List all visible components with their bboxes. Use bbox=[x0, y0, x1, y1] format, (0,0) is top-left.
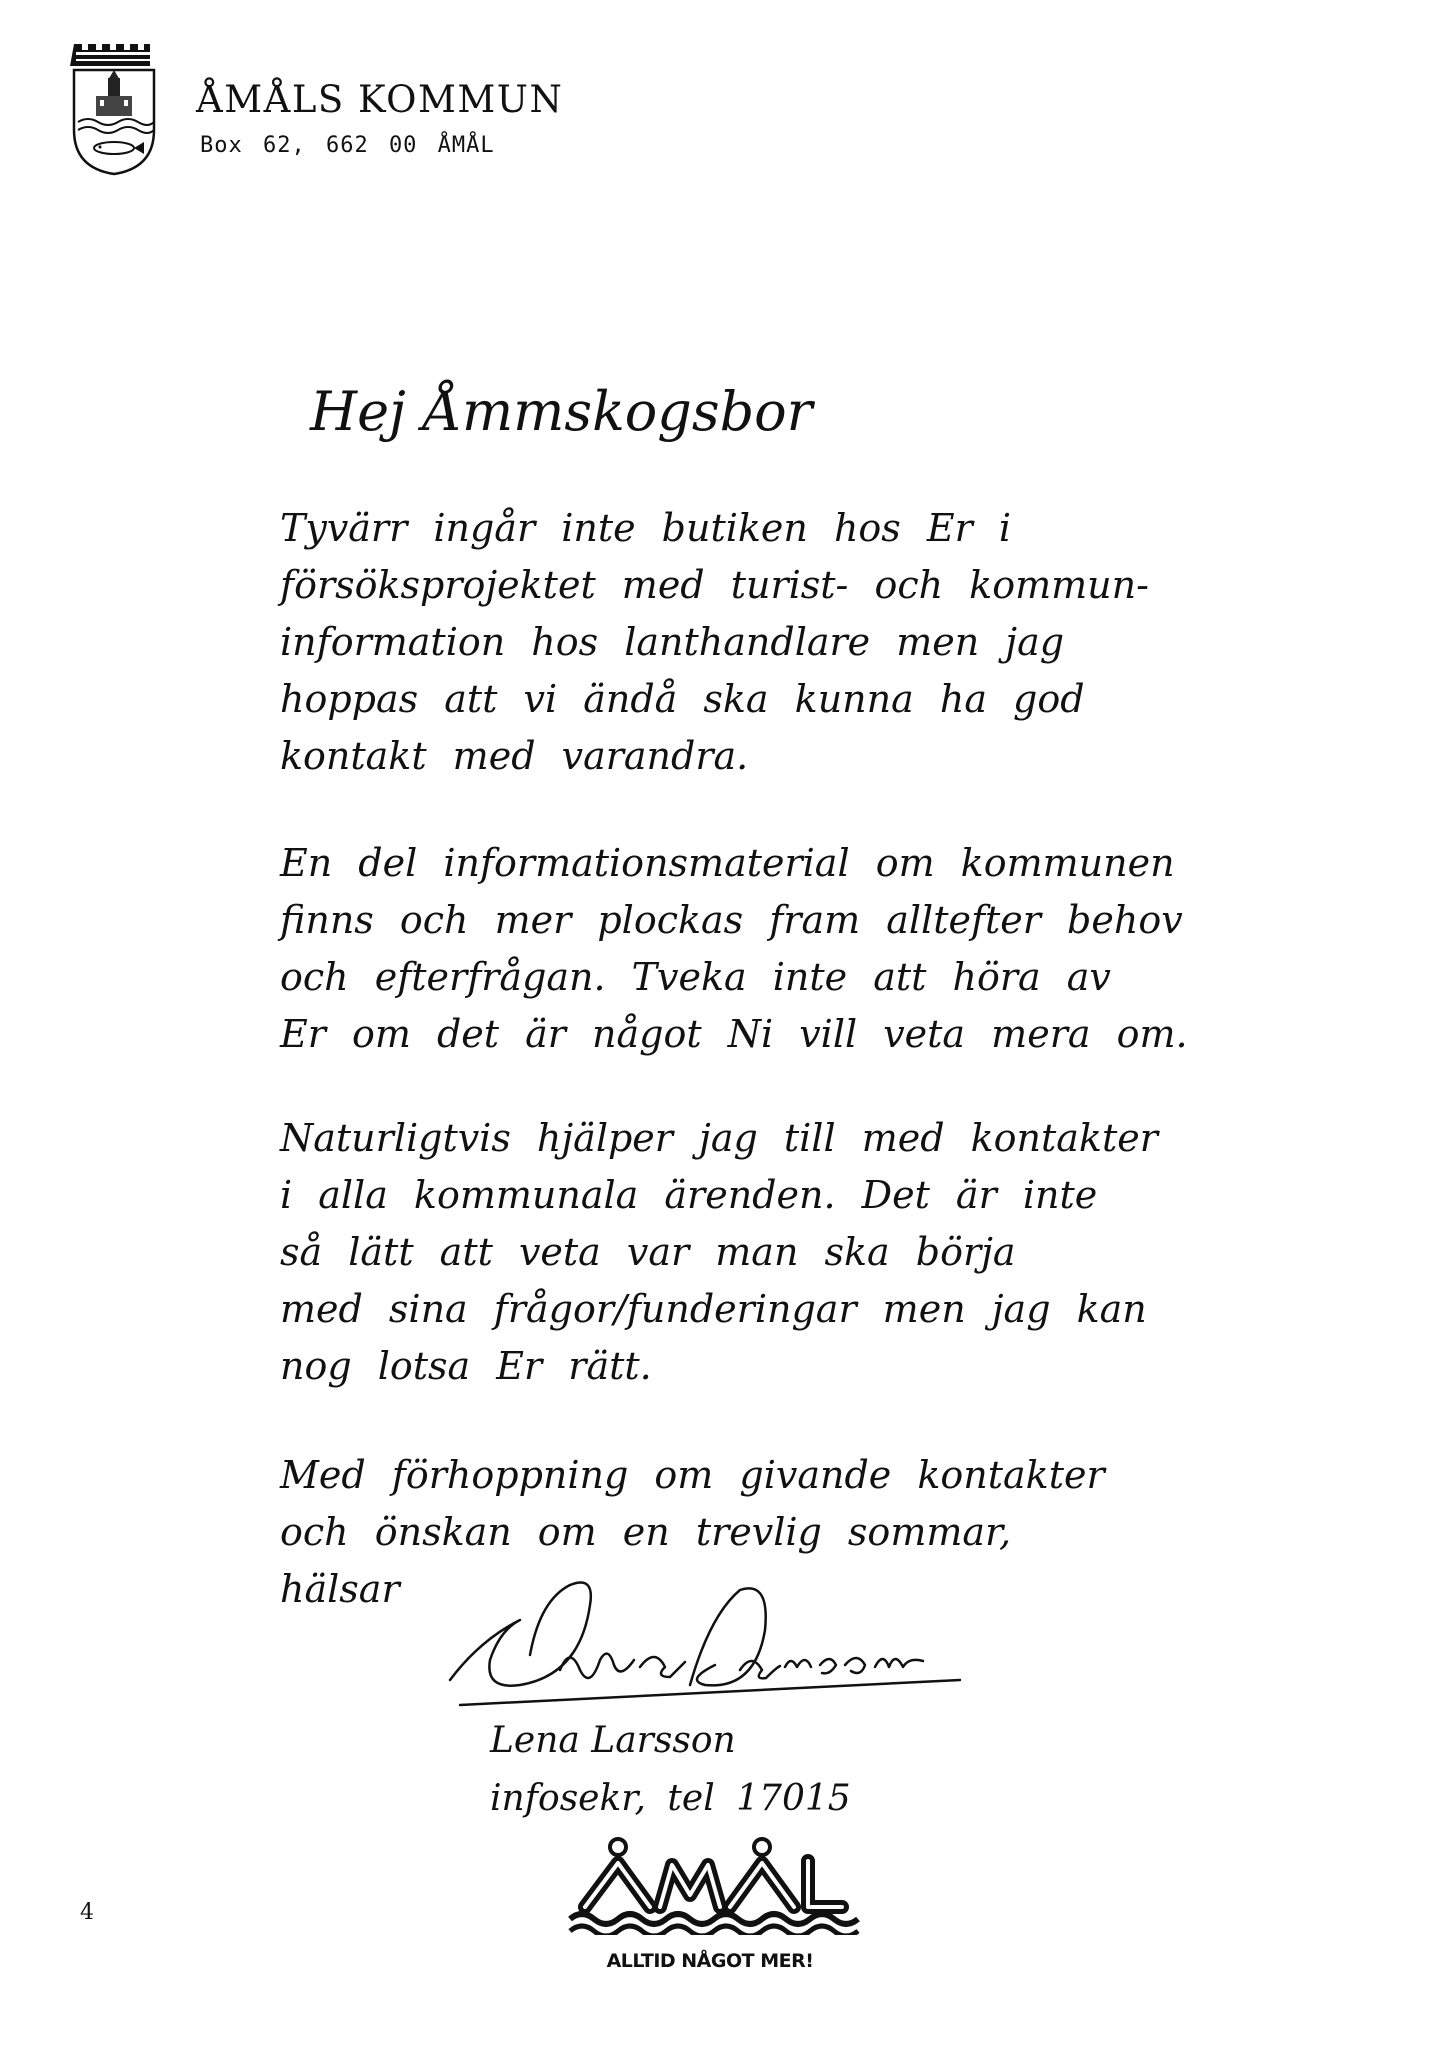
amal-logo bbox=[560, 1835, 860, 1935]
letter-line: försöksprojektet med turist- och kommun- bbox=[280, 563, 1149, 607]
page-number: 4 bbox=[80, 1900, 94, 1925]
letter-line: kontakt med varandra. bbox=[280, 734, 749, 778]
municipal-coat-of-arms-icon bbox=[70, 40, 158, 178]
signatory-title: infosekr, tel 17015 bbox=[490, 1778, 851, 1819]
letter-line: information hos lanthandlare men jag bbox=[280, 620, 1065, 664]
letter-greeting: Hej Åmmskogsbor bbox=[310, 380, 813, 443]
letter-line: Naturligtvis hjälper jag till med kontakter bbox=[280, 1116, 1158, 1160]
slogan: ALLTID NÅGOT MER! bbox=[606, 1950, 814, 1972]
handwritten-signature bbox=[440, 1575, 980, 1725]
organization-name: ÅMÅLS KOMMUN bbox=[196, 78, 564, 121]
letter-line: och efterfrågan. Tveka inte att höra av bbox=[280, 955, 1111, 999]
letter-line: hoppas att vi ändå ska kunna ha god bbox=[280, 677, 1085, 721]
letter-line: och önskan om en trevlig sommar, bbox=[280, 1510, 1012, 1554]
letter-line: Er om det är något Ni vill veta mera om. bbox=[280, 1012, 1188, 1056]
paragraph-3 bbox=[280, 1110, 1360, 1395]
letter-line: Tyvärr ingår inte butiken hos Er i bbox=[280, 506, 1012, 550]
letter-line: nog lotsa Er rätt. bbox=[280, 1344, 652, 1388]
organization-address: Box 62, 662 00 ÅMÅL bbox=[200, 133, 495, 158]
letter-line: i alla kommunala ärenden. Det är inte bbox=[280, 1173, 1098, 1217]
letter-line: hälsar bbox=[280, 1567, 400, 1611]
paragraph-1 bbox=[280, 500, 1360, 785]
signatory-name: Lena Larsson bbox=[490, 1720, 736, 1761]
letter-line: finns och mer plockas fram alltefter behov bbox=[280, 898, 1183, 942]
letter-line: med sina frågor/funderingar men jag kan bbox=[280, 1287, 1147, 1331]
letter-line: så lätt att veta var man ska börja bbox=[280, 1230, 1016, 1274]
paragraph-2 bbox=[280, 835, 1360, 1063]
letter-line: Med förhoppning om givande kontakter bbox=[280, 1453, 1105, 1497]
letter-line: En del informationsmaterial om kommunen bbox=[280, 841, 1175, 885]
